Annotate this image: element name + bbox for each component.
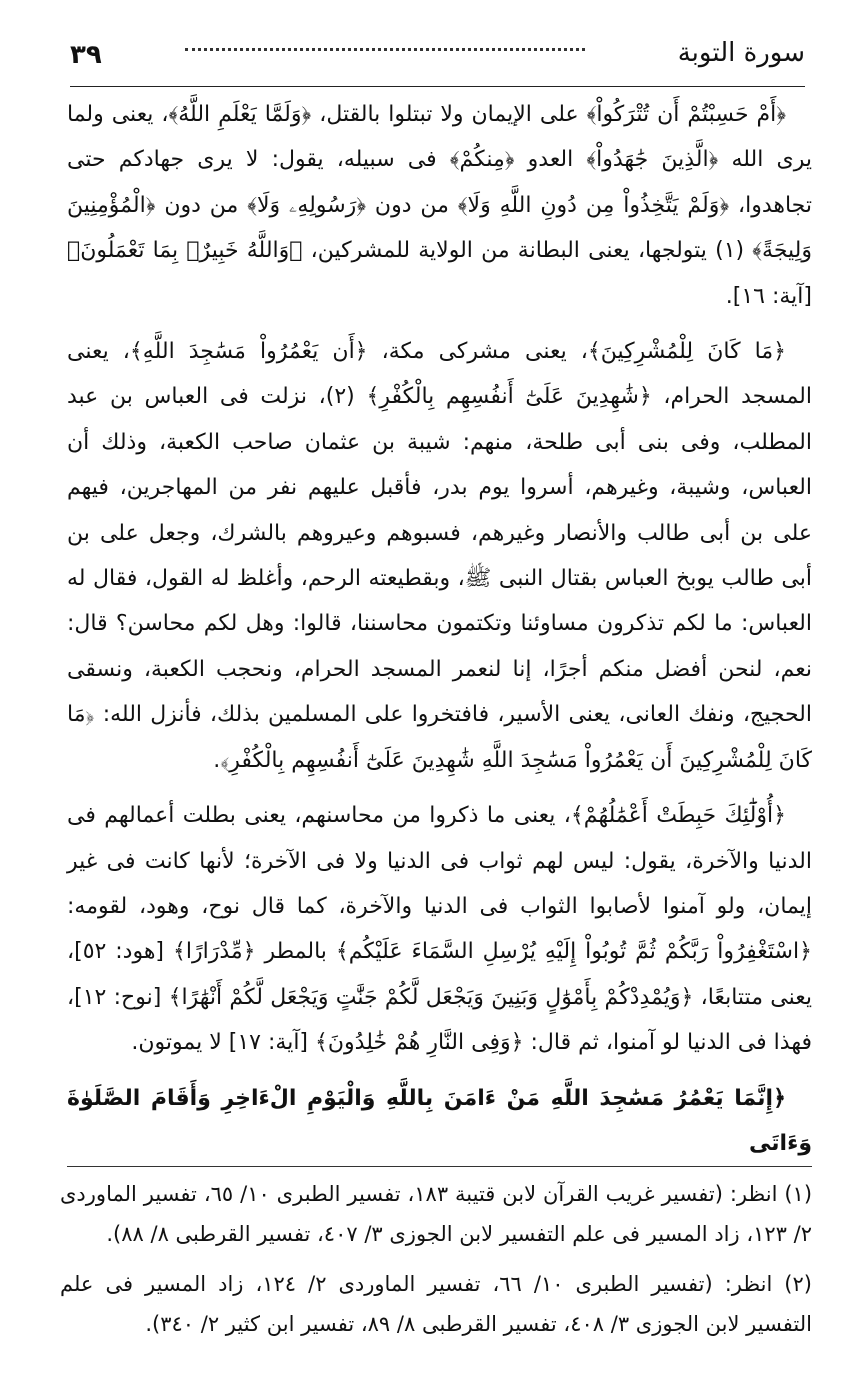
- page-number: ٣٩: [70, 40, 102, 70]
- header-dot-leader: [185, 48, 585, 51]
- tafsir-text: [67, 92, 812, 1166]
- paragraph-ayah-18: ﴿إِنَّمَا يَعْمُرُ مَسَٰجِدَ اللَّهِ مَنْ ءَامَنَ بِاللَّهِ وَالْيَوْمِ الْءَاخِرِ وَأَقَامَ الصَّلَوٰةَ وَءَاتَى: [67, 1085, 812, 1156]
- sura-title: سورة التوبة: [677, 38, 805, 68]
- paragraph-ayah-16: ﴿أَمْ حَسِبْتُمْ أَن تُتْرَكُواْ﴾ على الإيمان ولا تبتلوا بالقتل، ﴿وَلَمَّا يَعْلَمِ اللَّهُ﴾، يعنى ولما يرى الله ﴿الَّذِينَ جَٰهَدُواْ﴾ العدو ﴿مِنكُمْ﴾ فى سبيله، يقول: لا يرى جهادكم حتى تجاهدوا، ﴿وَلَمْ يَتَّخِذُواْ مِن دُونِ اللَّهِ وَلَا﴾ من دون ﴿رَسُولِهِۦ وَلَا﴾ من دون ﴿الْمُؤْمِنِينَ وَلِيجَةً﴾ (١) يتولجها، يعنى البطانة من الولاية للمشركين، ﴿وَاللَّهُ خَبِيرٌۢ بِمَا تَعْمَلُونَ﴾ [آية: ١٦].: [67, 102, 812, 309]
- running-header: [70, 38, 805, 87]
- footnotes: [60, 1174, 812, 1344]
- paragraph-ayah-17-commentary: ﴿أُوْلَٰٓئِكَ حَبِطَتْ أَعْمَٰلُهُمْ﴾، يعنى ما ذكروا من محاسنهم، يعنى بطلت أعمالهم فى الدنيا والآخرة، يقول: ليس لهم ثواب فى الدنيا ولا فى الآخرة؛ لأنها كانت فى غير إيمان، ولو آمنوا لأصابوا الثواب فى الدنيا والآخرة، كما قال نوح، وهود، لقومه: ﴿اسْتَغْفِرُواْ رَبَّكُمْ ثُمَّ تُوبُواْ إِلَيْهِ يُرْسِلِ السَّمَاءَ عَلَيْكُم﴾ بالمطر ﴿مِّدْرَارًا﴾ [هود: ٥٢]، يعنى متتابعًا، ﴿وَيُمْدِدْكُمْ بِأَمْوَٰلٍ وَبَنِينَ وَيَجْعَل لَّكُمْ جَنَّٰتٍ وَيَجْعَل لَّكُمْ أَنْهَٰرًا﴾ [نوح: ١٢]، فهذا فى الدنيا لو آمنوا، ثم قال: ﴿وَفِى النَّارِ هُمْ خَٰلِدُونَ﴾ [آية: ١٧] لا يموتون.: [67, 803, 812, 1056]
- paragraph-ayah-17-intro: ﴿مَا كَانَ لِلْمُشْرِكِينَ﴾، يعنى مشركى مكة، ﴿أَن يَعْمُرُواْ مَسَٰجِدَ اللَّهِ﴾، يعنى المسجد الحرام، ﴿شَٰهِدِينَ عَلَىٰٓ أَنفُسِهِم بِالْكُفْرِ﴾ (٢)، نزلت فى العباس بن عبد المطلب، وفى بنى أبى طلحة، منهم: شيبة بن عثمان صاحب الكعبة، وذلك أن العباس، وشيبة، وغيرهم، أسروا يوم بدر، فأقبل عليهم نفر من المهاجرين، فيهم على بن أبى طالب والأنصار وغيرهم، فسبوهم وعيروهم بالشرك، وجعل على بن أبى طالب يوبخ العباس بقتال النبى ﷺ، وبقطيعته الرحم، وأغلظ له القول، فقال له العباس: ما لكم تذكرون مساوئنا وتكتمون محاسننا، قالوا: وهل لكم محاسن؟ قال: نعم، لنحن أفضل منكم أجرًا، إنا لنعمر المسجد الحرام، ونحجب الكعبة، ونسقى الحجيج، ونفك العانى، يعنى الأسير، فافتخروا على المسلمين بذلك، فأنزل الله: ﴿مَا كَانَ لِلْمُشْرِكِينَ أَن يَعْمُرُواْ مَسَٰجِدَ اللَّهِ شَٰهِدِينَ عَلَىٰٓ أَنفُسِهِم بِالْكُفْرِ﴾.: [67, 339, 812, 773]
- footnote-2: (٢) انظر: (تفسير الطبرى ١٠/ ٦٦، تفسير الماوردى ٢/ ١٢٤، زاد المسير فى علم التفسير لابن الجوزى ٣/ ٤٠٨، تفسير القرطبى ٨/ ٨٩، تفسير ابن كثير ٢/ ٣٤٠).: [60, 1272, 812, 1336]
- footnote-separator: [67, 1166, 812, 1167]
- footnote-1: (١) انظر: (تفسير غريب القرآن لابن قتيبة ١٨٣، تفسير الطبرى ١٠/ ٦٥، تفسير الماوردى ٢/ ١٢٣، زاد المسير فى علم التفسير لابن الجوزى ٣/ ٤٠٧، تفسير القرطبى ٨/ ٨٨).: [60, 1182, 813, 1246]
